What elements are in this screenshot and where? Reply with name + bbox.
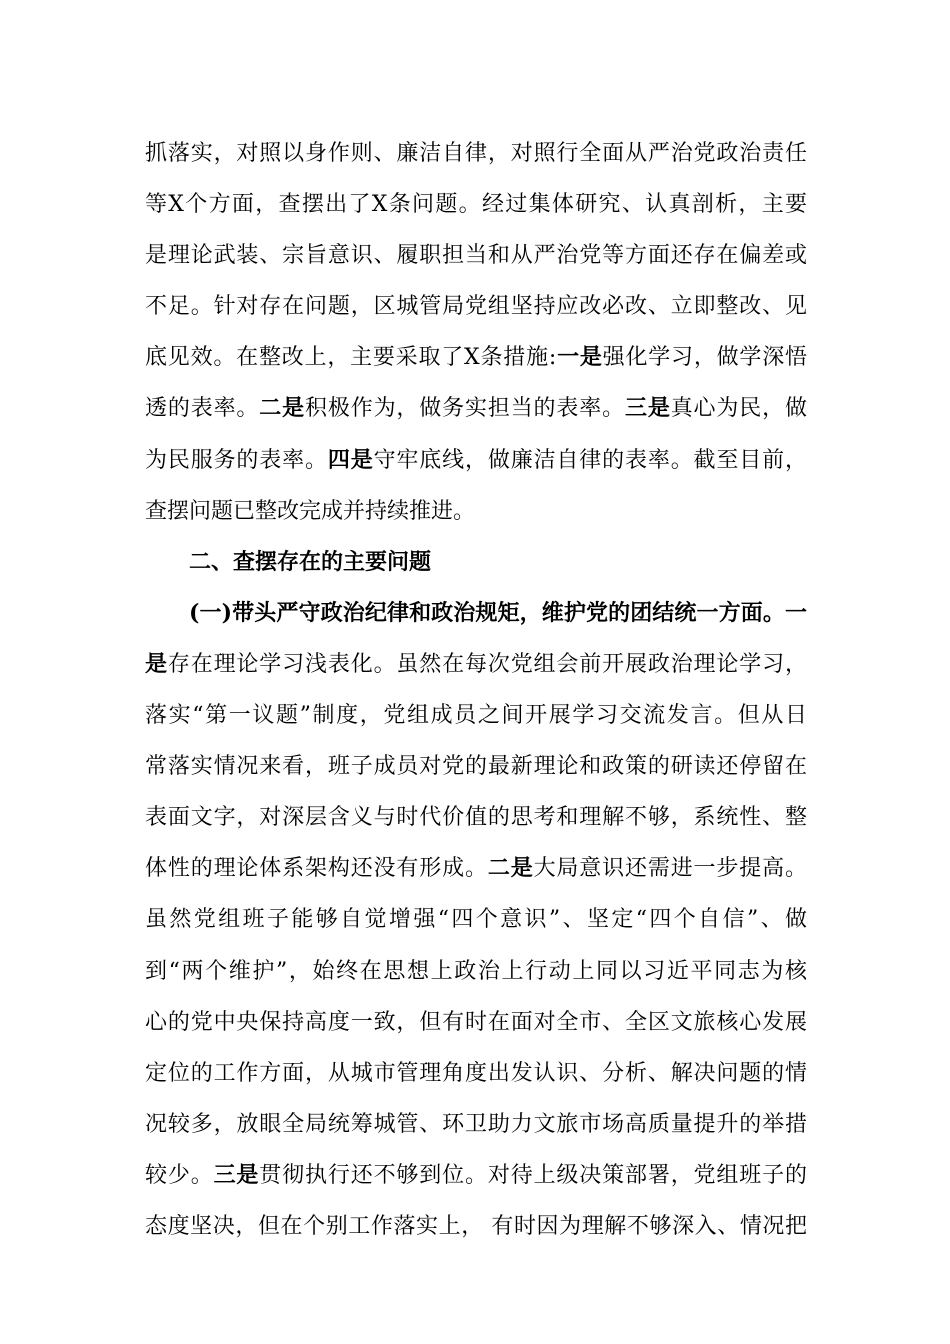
text-segment: 较少。 xyxy=(145,1162,214,1188)
text-line xyxy=(145,1201,807,1252)
text-segment: 到“两个维护”，始终在思想上政治上行动上同以习近平同志为核 xyxy=(145,958,807,984)
text-line xyxy=(145,843,807,894)
text-segment: 抓落实，对照以身作则、廉洁自律，对照行全面从严治党政治责任 xyxy=(145,141,807,166)
text-line xyxy=(145,741,807,792)
bold-text-segment: 是 xyxy=(145,650,168,677)
text-line xyxy=(145,588,807,639)
text-segment: 透的表率。 xyxy=(145,396,260,422)
text-segment: 积极作为，做务实担当的表率。 xyxy=(305,396,625,422)
text-segment: 底见效。在整改上，主要采取了X条措施: xyxy=(145,345,557,371)
text-line xyxy=(145,332,807,383)
text-segment: 贯彻执行还不够到位。对待上级决策部署，党组班子的 xyxy=(259,1162,807,1188)
text-line xyxy=(145,894,807,945)
text-segment: 定位的工作方面，从城市管理角度出发认识、分析、解决问题的情 xyxy=(145,1060,807,1086)
text-segment: 查摆问题已整改完成并持续推进。 xyxy=(145,498,476,524)
text-line xyxy=(145,997,807,1048)
text-segment: 表面文字，对深层含义与时代价值的思考和理解不够，系统性、整 xyxy=(145,805,807,831)
text-segment: 态度坚决，但在个别工作落实上， 有时因为理解不够深入、情况把 xyxy=(145,1213,807,1239)
bold-text-segment: (一)带头严守政治纪律和政治规矩，维护党的团结统一方面。一 xyxy=(189,599,807,626)
text-line xyxy=(145,281,807,332)
text-segment: 是理论武装、宗旨意识、履职担当和从严治党等方面还存在偏差或 xyxy=(145,243,807,269)
text-segment: 存在理论学习浅表化。虽然在每次党组会前开展政治理论学习， xyxy=(167,651,807,677)
text-segment: 守牢底线，做廉洁自律的表率。截至目前， xyxy=(373,447,807,473)
text-line xyxy=(145,435,807,486)
text-segment: 虽然党组班子能够自觉增强“四个意识”、坚定“四个自信”、做 xyxy=(145,907,807,933)
text-segment: 常落实情况来看，班子成员对党的最新理论和政策的研读还停留在 xyxy=(145,754,807,780)
text-line xyxy=(145,792,807,843)
text-segment: 体性的理论体系架构还没有形成。 xyxy=(145,856,488,882)
bold-text-segment: 三是 xyxy=(213,1161,260,1188)
text-segment: 况较多，放眼全局统筹城管、环卫助力文旅市场高质量提升的举措 xyxy=(145,1111,807,1137)
text-line xyxy=(145,690,807,741)
document-body xyxy=(145,128,807,1252)
bold-text-segment: 二是 xyxy=(487,855,534,882)
bold-text-segment: 四是 xyxy=(327,446,374,473)
bold-text-segment: 三是 xyxy=(624,395,671,422)
bold-text-segment: 一是 xyxy=(556,344,603,371)
text-segment: 大局意识还需进一步提高。 xyxy=(533,856,807,882)
text-line xyxy=(145,128,807,179)
text-segment: 不足。针对存在问题，区城管局党组坚持应改必改、立即整改、见 xyxy=(145,294,807,320)
text-segment: 为民服务的表率。 xyxy=(145,447,328,473)
text-line xyxy=(145,537,807,588)
text-segment: 等X个方面，查摆出了X条问题。经过集体研究、认真剖析，主要 xyxy=(145,192,807,218)
text-line xyxy=(145,1150,807,1201)
text-line xyxy=(145,946,807,997)
text-line xyxy=(145,230,807,281)
text-line xyxy=(145,639,807,690)
text-segment: 真心为民，做 xyxy=(670,396,807,422)
bold-text-segment: 二是 xyxy=(259,395,305,422)
text-line xyxy=(145,179,807,230)
text-line xyxy=(145,486,807,537)
text-segment: 落实“第一议题”制度，党组成员之间开展学习交流发言。但从日 xyxy=(145,703,807,729)
text-segment: 心的党中央保持高度一致，但有时在面对全市、全区文旅核心发展 xyxy=(145,1009,807,1035)
text-line xyxy=(145,383,807,434)
bold-text-segment: 二、查摆存在的主要问题 xyxy=(189,548,432,575)
text-line xyxy=(145,1099,807,1150)
text-line xyxy=(145,1048,807,1099)
text-segment: 强化学习，做学深悟 xyxy=(602,345,807,371)
